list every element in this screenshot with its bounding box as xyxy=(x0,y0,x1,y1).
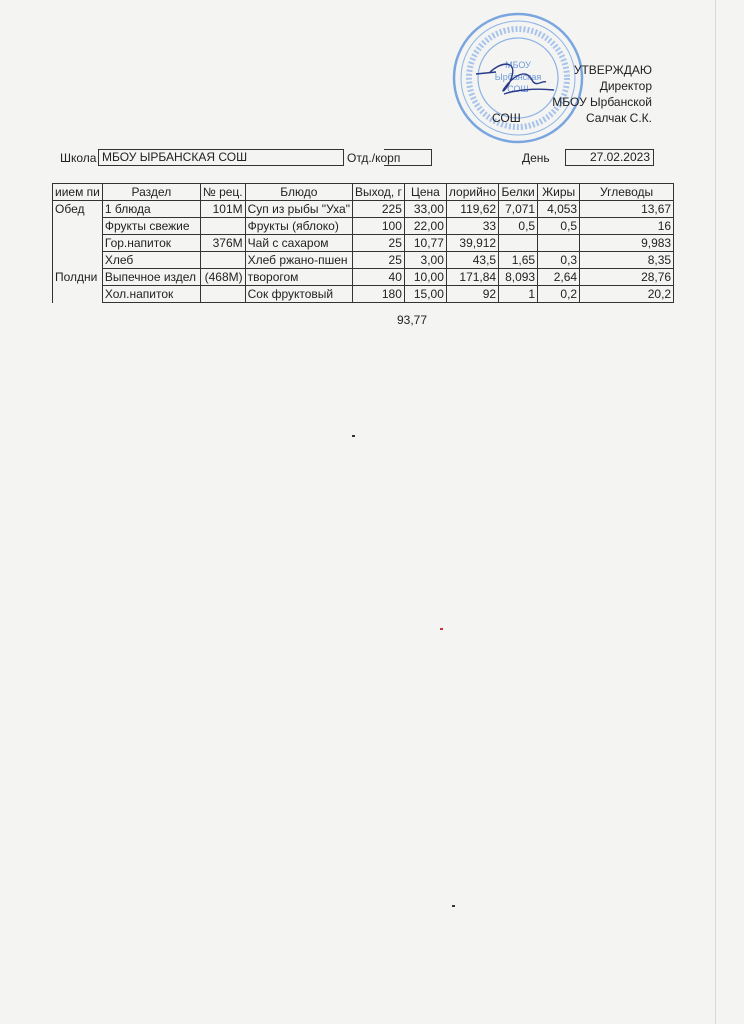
cell-protein: 0,5 xyxy=(499,218,538,235)
stamp-text-3: СОШ xyxy=(507,84,529,94)
cell-dish: Сок фруктовый xyxy=(245,286,352,303)
cell-fat: 0,3 xyxy=(538,252,580,269)
cell-fat: 0,2 xyxy=(538,286,580,303)
cell-recipe: 376М xyxy=(200,235,245,252)
cell-dish: Суп из рыбы "Уха" xyxy=(245,201,352,218)
cell-price: 15,00 xyxy=(404,286,446,303)
col-header-price: Цена xyxy=(404,184,446,201)
col-header-yield: Выход, г xyxy=(352,184,404,201)
approval-director-name: Салчак С.К. xyxy=(585,111,652,125)
cell-section: Хол.напиток xyxy=(102,286,200,303)
day-value: 27.02.2023 xyxy=(565,149,654,166)
cell-section: Хлеб xyxy=(102,252,200,269)
dept-label: Отд./корп xyxy=(347,151,401,165)
col-header-section: Раздел xyxy=(102,184,200,201)
col-header-kcal: лорийно xyxy=(446,184,498,201)
cell-recipe: (468М) xyxy=(200,269,245,286)
approval-position: Директор xyxy=(599,79,652,93)
cell-carbs: 13,67 xyxy=(580,201,674,218)
menu-table xyxy=(52,183,674,303)
table-row xyxy=(53,286,674,303)
cell-carbs: 9,983 xyxy=(580,235,674,252)
cell-kcal: 39,912 xyxy=(446,235,498,252)
scan-speck xyxy=(352,435,355,437)
table-header-row xyxy=(53,184,674,201)
cell-price: 10,77 xyxy=(404,235,446,252)
table-row xyxy=(53,269,674,286)
table-row xyxy=(53,218,674,235)
cell-protein: 1 xyxy=(499,286,538,303)
col-header-protein: Белки xyxy=(499,184,538,201)
cell-kcal: 33 xyxy=(446,218,498,235)
table-row xyxy=(53,201,674,218)
dept-value xyxy=(384,149,432,166)
cell-recipe xyxy=(200,218,245,235)
cell-carbs: 8,35 xyxy=(580,252,674,269)
col-header-carbs: Углеводы xyxy=(580,184,674,201)
col-header-recipe: № рец. xyxy=(200,184,245,201)
col-header-meal: иием пи xyxy=(53,184,103,201)
stamp-text-1: МБОУ xyxy=(505,60,531,70)
cell-kcal: 171,84 xyxy=(446,269,498,286)
col-header-dish: Блюдо xyxy=(245,184,352,201)
cell-recipe xyxy=(200,286,245,303)
cell-protein xyxy=(499,235,538,252)
cell-fat xyxy=(538,235,580,252)
cell-price: 33,00 xyxy=(404,201,446,218)
cell-meal xyxy=(53,218,103,235)
table-row xyxy=(53,252,674,269)
cell-fat: 0,5 xyxy=(538,218,580,235)
cell-protein: 1,65 xyxy=(499,252,538,269)
cell-dish: творогом xyxy=(245,269,352,286)
cell-price: 10,00 xyxy=(404,269,446,286)
cell-recipe xyxy=(200,252,245,269)
cell-yield: 100 xyxy=(352,218,404,235)
cell-carbs: 28,76 xyxy=(580,269,674,286)
scan-speck xyxy=(440,628,443,630)
cell-fat: 4,053 xyxy=(538,201,580,218)
approval-block xyxy=(452,62,652,126)
cell-protein: 7,071 xyxy=(499,201,538,218)
approval-name-line xyxy=(452,110,652,126)
cell-dish: Фрукты (яблоко) xyxy=(245,218,352,235)
cell-carbs: 20,2 xyxy=(580,286,674,303)
cell-kcal: 119,62 xyxy=(446,201,498,218)
school-label: Школа xyxy=(60,151,97,165)
approval-org: МБОУ Ырбанской xyxy=(552,95,652,109)
cell-section: 1 блюда xyxy=(102,201,200,218)
cell-meal: Полдни xyxy=(53,269,103,286)
cell-yield: 180 xyxy=(352,286,404,303)
cell-kcal: 43,5 xyxy=(446,252,498,269)
cell-meal xyxy=(53,235,103,252)
cell-yield: 225 xyxy=(352,201,404,218)
cell-dish: Чай с сахаром xyxy=(245,235,352,252)
approval-org-suffix: СОШ xyxy=(492,111,521,125)
cell-section: Выпечное издел xyxy=(102,269,200,286)
cell-yield: 25 xyxy=(352,252,404,269)
col-header-fat: Жиры xyxy=(538,184,580,201)
cell-section: Фрукты свежие xyxy=(102,218,200,235)
scan-edge-line xyxy=(715,0,716,1024)
cell-meal: Обед xyxy=(53,201,103,218)
scan-speck xyxy=(452,905,455,907)
cell-price: 22,00 xyxy=(404,218,446,235)
cell-yield: 40 xyxy=(352,269,404,286)
cell-section: Гор.напиток xyxy=(102,235,200,252)
cell-kcal: 92 xyxy=(446,286,498,303)
cell-yield: 25 xyxy=(352,235,404,252)
cell-recipe: 101М xyxy=(200,201,245,218)
cell-meal xyxy=(53,286,103,303)
school-value: МБОУ ЫРБАНСКАЯ СОШ xyxy=(98,149,344,166)
cell-fat: 2,64 xyxy=(538,269,580,286)
cell-protein: 8,093 xyxy=(499,269,538,286)
cell-meal xyxy=(53,252,103,269)
day-label: День xyxy=(522,151,550,165)
cell-price: 3,00 xyxy=(404,252,446,269)
stamp-text-2: Ырбанская xyxy=(494,72,542,82)
cell-carbs: 16 xyxy=(580,218,674,235)
approval-title: УТВЕРЖДАЮ xyxy=(573,63,652,77)
total-price: 93,77 xyxy=(397,313,428,327)
table-row xyxy=(53,235,674,252)
cell-dish: Хлеб ржано-пшен xyxy=(245,252,352,269)
